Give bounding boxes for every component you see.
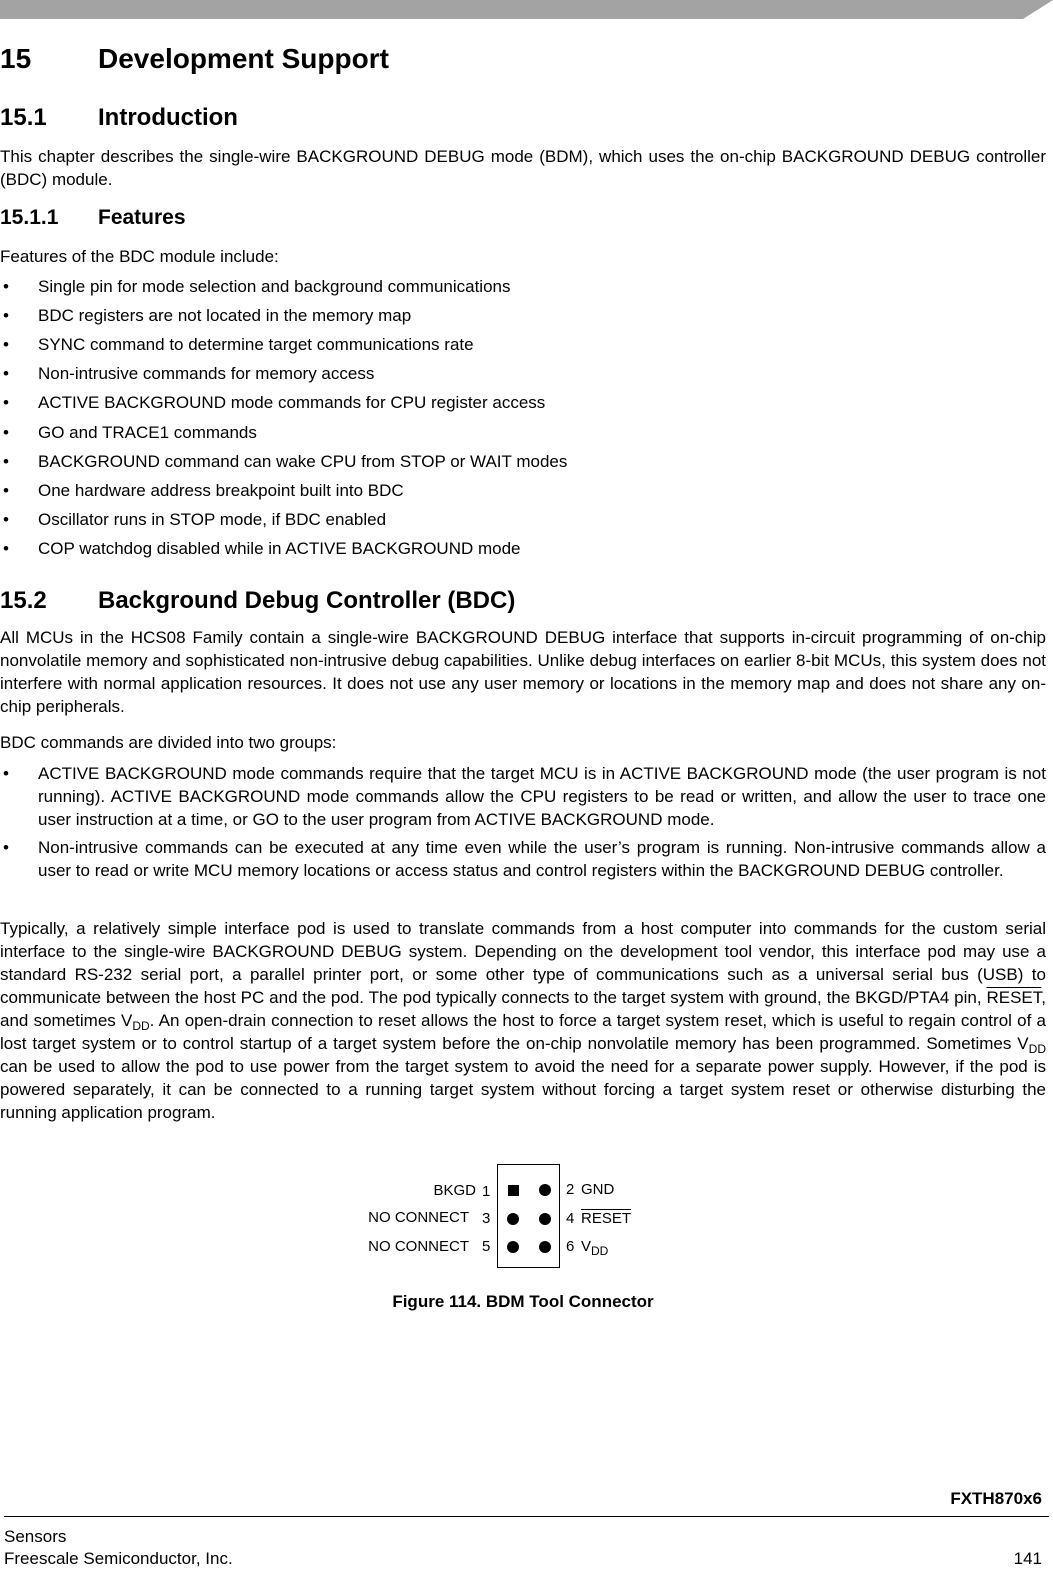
bullet: • xyxy=(3,277,9,296)
chapter-title: Development Support xyxy=(98,43,389,74)
pin-label-no-connect: NO CONNECT xyxy=(368,1238,469,1255)
subsection-title: Features xyxy=(98,206,186,229)
bullet: • xyxy=(3,364,9,383)
section-number: 15.1 xyxy=(0,104,47,131)
section-number: 15.2 xyxy=(0,587,47,614)
footer-divider xyxy=(4,1516,1049,1517)
pod-paragraph: Typically, a relatively simple interface pod is used to translate commands from a host computer into commands for the custom serial interface to the single-wire BACKGROUND DEBUG system. Depending on the development tool vendor, this interface pod may use a standard RS-232 serial port, a parallel printer port, or some other type of communications such as a universal serial bus (USB) to communicate between the host PC and the pod. The pod typically connects to the target system with ground, the BKGD/PTA4 pin, RESET, and sometimes $V_{DD}$. An open-drain connection to reset allows the host to force a target system reset, which is useful to regain control of a lost target system or to control startup of a target system before the on-chip nonvolatile memory has been programmed. Sometimes $V_{DD}$ can be used to allow the pod to use power from the target system to avoid the need for a separate power supply. However, if the pod is powered separately, it can be connected to a running target system without forcing a target system reset or otherwise disturbing the running application program. xyxy=(0,919,1046,1122)
pin-6-dot xyxy=(539,1241,551,1253)
bullet: • xyxy=(3,335,9,354)
pin-label-vdd: $V_{DD}$ xyxy=(581,1238,609,1258)
pin-number: 4 xyxy=(566,1210,575,1227)
bullet: • xyxy=(3,423,9,442)
pin-label-no-connect: NO CONNECT xyxy=(368,1209,469,1226)
bullet: • xyxy=(3,481,9,500)
footer-category: Sensors xyxy=(4,1527,67,1546)
bullet: • xyxy=(3,764,9,783)
intro-paragraph: This chapter describes the single-wire BACKGROUND DEBUG mode (BDM), which uses the on-chip BACKGROUND DEBUG controller (BDC) module. xyxy=(0,147,1046,189)
pin-label-gnd: GND xyxy=(581,1181,615,1198)
section-title: Background Debug Controller (BDC) xyxy=(98,587,516,614)
section-title: Introduction xyxy=(98,104,238,131)
pin-number: 6 xyxy=(566,1238,575,1255)
pin-3-dot xyxy=(507,1213,519,1225)
bdm-connector-figure xyxy=(0,1160,1053,1340)
pin-5-dot xyxy=(507,1241,519,1253)
header-bar xyxy=(0,0,1053,19)
list-item: • ACTIVE BACKGROUND mode commands require that the target MCU is in ACTIVE BACKGROUND mode (the user program is not running). ACTIVE BACKGROUND mode commands allow the CPU registers to be read or written, and allow the user to trace one user instruction at a time, or GO to the user program from ACTIVE BACKGROUND mode. xyxy=(3,764,1046,829)
pin-label-bkgd: BKGD xyxy=(433,1182,476,1199)
pin-2-dot xyxy=(539,1184,551,1196)
subsection-number: 15.1.1 xyxy=(0,206,59,229)
bullet: • xyxy=(3,306,9,325)
pin-number: 3 xyxy=(482,1210,491,1227)
bullet: • xyxy=(3,452,9,471)
pin-1-square xyxy=(508,1185,519,1196)
features-lead: Features of the BDC module include: xyxy=(0,247,279,266)
footer-part-number: FXTH870x6 xyxy=(950,1489,1042,1508)
pin-number: 2 xyxy=(566,1181,575,1198)
reset-signal: RESET xyxy=(986,988,1042,1007)
groups-lead: BDC commands are divided into two groups: xyxy=(0,733,337,752)
chapter-number: 15 xyxy=(0,43,32,74)
page-number: 141 xyxy=(1013,1549,1042,1568)
list-item: • Non-intrusive commands can be executed at any time even while the user’s program is running. Non-intrusive commands allow a user to read or write MCU memory locations or access status and control registers within the BACKGROUND DEBUG controller. xyxy=(3,838,1046,880)
footer-company: Freescale Semiconductor, Inc. xyxy=(4,1549,233,1568)
figure-caption: Figure 114. BDM Tool Connector xyxy=(392,1292,654,1311)
pin-number: 1 xyxy=(482,1183,491,1200)
pin-number: 5 xyxy=(482,1238,491,1255)
bdc-paragraph: All MCUs in the HCS08 Family contain a single-wire BACKGROUND DEBUG interface that supports in-circuit programming of on-chip nonvolatile memory and sophisticated non-intrusive debug capabilities. Unlike debug interfaces on earlier 8-bit MCUs, this system does not interfere with normal application resources. It does not use any user memory or locations in the memory map and does not share any on-chip peripherals. xyxy=(0,628,1046,716)
pin-label-reset: RESET xyxy=(581,1210,632,1227)
pin-4-dot xyxy=(539,1213,551,1225)
bullet: • xyxy=(3,510,9,529)
bullet: • xyxy=(3,539,9,558)
connector-body xyxy=(497,1164,560,1268)
bullet: • xyxy=(3,393,9,412)
bullet: • xyxy=(3,838,9,857)
